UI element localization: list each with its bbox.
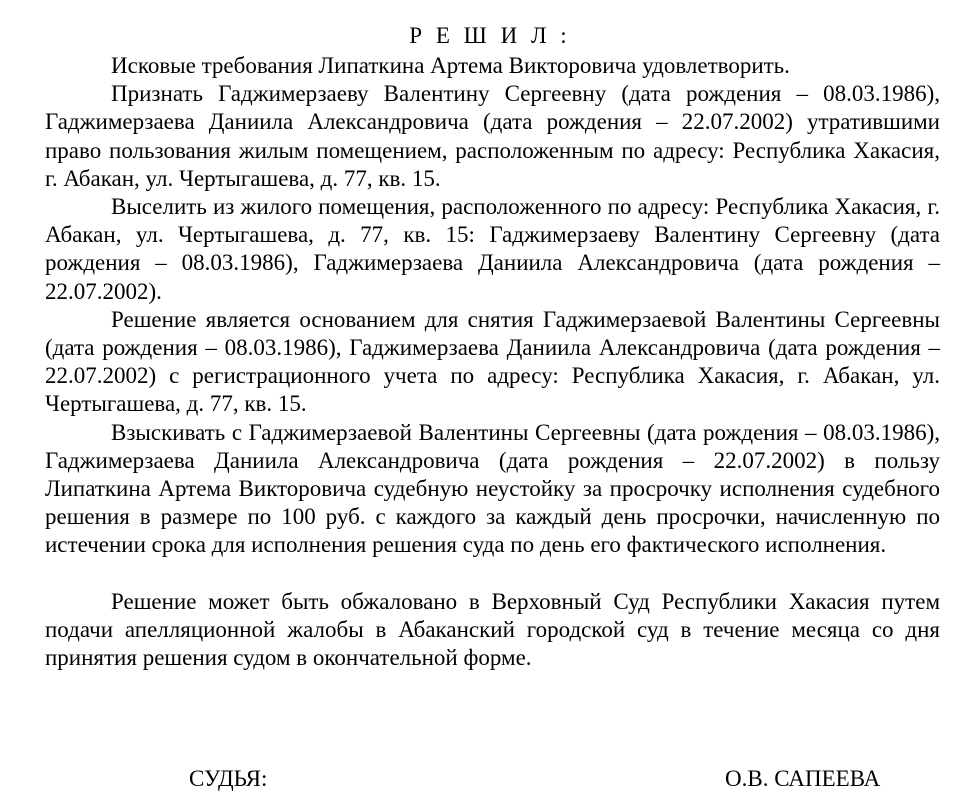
paragraph-eviction: Выселить из жилого помещения, расположенного по адресу: Республика Хакасия, г. Абакан, ул. Чертыгашева, д. 77, кв. 15: Гаджимерзаеву Валентину Сергеевну (дата рождения – 08.03.1986), Гаджимерзаева Даниила Александровича (дата рождения – 22.07.2002). [45,194,940,304]
judge-label: СУДЬЯ: [189,766,268,791]
paragraph-deregistration: Решение является основанием для снятия Гаджимерзаевой Валентины Сергеевны (дата рождения – 08.03.1986), Гаджимерзаева Даниила Александровича (дата рождения – 22.07.2002) с регистрационного учета по адресу: Республика Хакасия, г. Абакан, ул. Чертыгашева, д. 77, кв. 15. [45,306,940,417]
paragraph-appeal-notice: Решение может быть обжаловано в Верховный Суд Республики Хакасия путем подачи апелляционной жалобы в Абаканский городской суд в течение месяца со дня принятия решения судом в окончательной форме. [45,588,940,671]
paragraph-lost-right-of-use: Признать Гаджимерзаеву Валентину Сергеевну (дата рождения – 08.03.1986), Гаджимерзаева Даниила Александровича (дата рождения – 22.07.2002) утратившими право пользования жилым помещением, расположенным по адресу: Республика Хакасия, г. Абакан, ул. Чертыгашева, д. 77, кв. 15. [45,81,940,191]
paragraph-court-penalty: Взыскивать с Гаджимерзаевой Валентины Сергеевны (дата рождения – 08.03.1986), Гаджимерзаева Даниила Александровича (дата рождения – 22.07.2002) в пользу Липаткина Артема Викторовича судебную неустойку за просрочку исполнения судебного решения в размере по 100 руб. с каждого за каждый день просрочки, начисленную по истечении срока для исполнения решения суда по день его фактического исполнения. [45,419,940,558]
judge-name: О.В. САПЕЕВА [725,766,881,791]
paragraph-spacer [45,560,940,588]
paragraph-claims-satisfied: Исковые требования Липаткина Артема Викторовича удовлетворить. [111,53,790,78]
decision-body [45,52,940,672]
decision-heading: Р Е Ш И Л : [409,23,571,48]
